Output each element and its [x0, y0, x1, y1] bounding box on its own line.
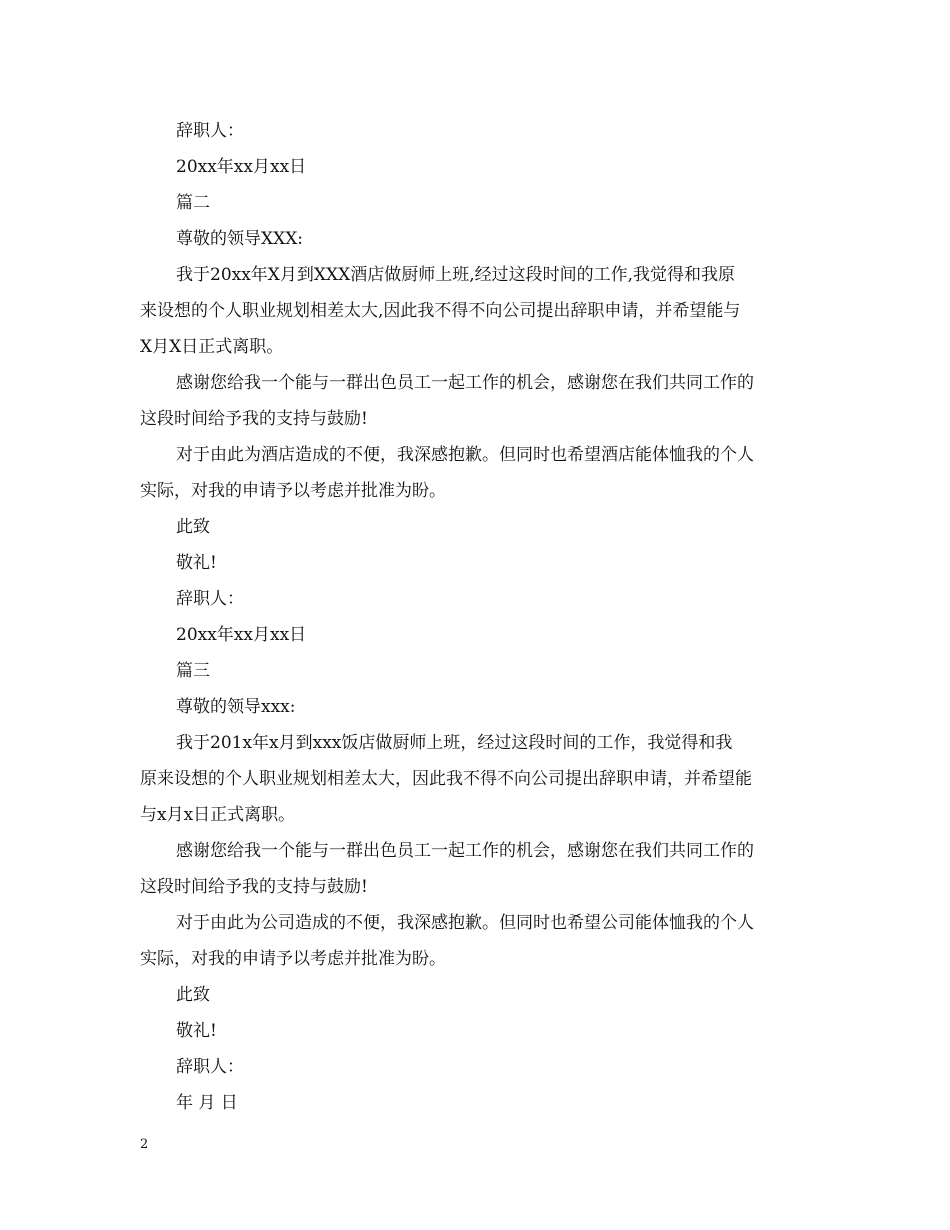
page-number: 2 — [140, 1137, 149, 1152]
paragraph-line: X月X日正式离职。 — [140, 337, 284, 357]
closing-line: 敬礼! — [176, 1021, 217, 1041]
paragraph — [140, 437, 812, 509]
document-body — [140, 113, 812, 1121]
paragraph-line: 来设想的个人职业规划相差太大,因此我不得不向公司提出辞职申请，并希望能与 — [140, 301, 741, 321]
signer-line: 辞职人： — [176, 121, 244, 141]
date-line: 年 月 日 — [176, 1093, 238, 1113]
salutation: 尊敬的领导XXX: — [176, 229, 304, 249]
paragraph-line: 我于201x年x月到xxx饭店做厨师上班，经过这段时间的工作，我觉得和我 — [176, 733, 733, 753]
closing-line: 此致 — [176, 985, 210, 1005]
paragraph — [140, 365, 812, 437]
paragraph-line: 实际，对我的申请予以考虑并批准为盼。 — [140, 481, 446, 501]
paragraph-line: 实际，对我的申请予以考虑并批准为盼。 — [140, 949, 446, 969]
closing-line: 此致 — [176, 517, 210, 537]
paragraph-line: 感谢您给我一个能与一群出色员工一起工作的机会，感谢您在我们共同工作的 — [176, 841, 754, 861]
paragraph-line: 我于20xx年X月到XXX酒店做厨师上班,经过这段时间的工作,我觉得和我原 — [176, 265, 736, 285]
signer-line: 辞职人： — [176, 1057, 244, 1077]
paragraph-line: 对于由此为公司造成的不便，我深感抱歉。但同时也希望公司能体恤我的个人 — [176, 913, 754, 933]
paragraph-line: 这段时间给予我的支持与鼓励! — [140, 877, 368, 897]
salutation: 尊敬的领导xxx: — [176, 697, 296, 717]
section-heading: 篇二 — [176, 193, 210, 213]
paragraph-line: 与x月x日正式离职。 — [140, 805, 296, 825]
paragraph — [140, 833, 812, 905]
signer-line: 辞职人： — [176, 589, 244, 609]
date-line: 20xx年xx月xx日 — [176, 157, 307, 177]
paragraph — [140, 725, 812, 833]
paragraph — [140, 905, 812, 977]
paragraph-line: 对于由此为酒店造成的不便，我深感抱歉。但同时也希望酒店能体恤我的个人 — [176, 445, 754, 465]
date-line: 20xx年xx月xx日 — [176, 625, 307, 645]
paragraph-line: 感谢您给我一个能与一群出色员工一起工作的机会，感谢您在我们共同工作的 — [176, 373, 754, 393]
closing-line: 敬礼! — [176, 553, 217, 573]
paragraph-line: 原来设想的个人职业规划相差太大，因此我不得不向公司提出辞职申请，并希望能 — [140, 769, 752, 789]
section-heading: 篇三 — [176, 661, 210, 681]
paragraph — [140, 257, 812, 365]
paragraph-line: 这段时间给予我的支持与鼓励! — [140, 409, 368, 429]
